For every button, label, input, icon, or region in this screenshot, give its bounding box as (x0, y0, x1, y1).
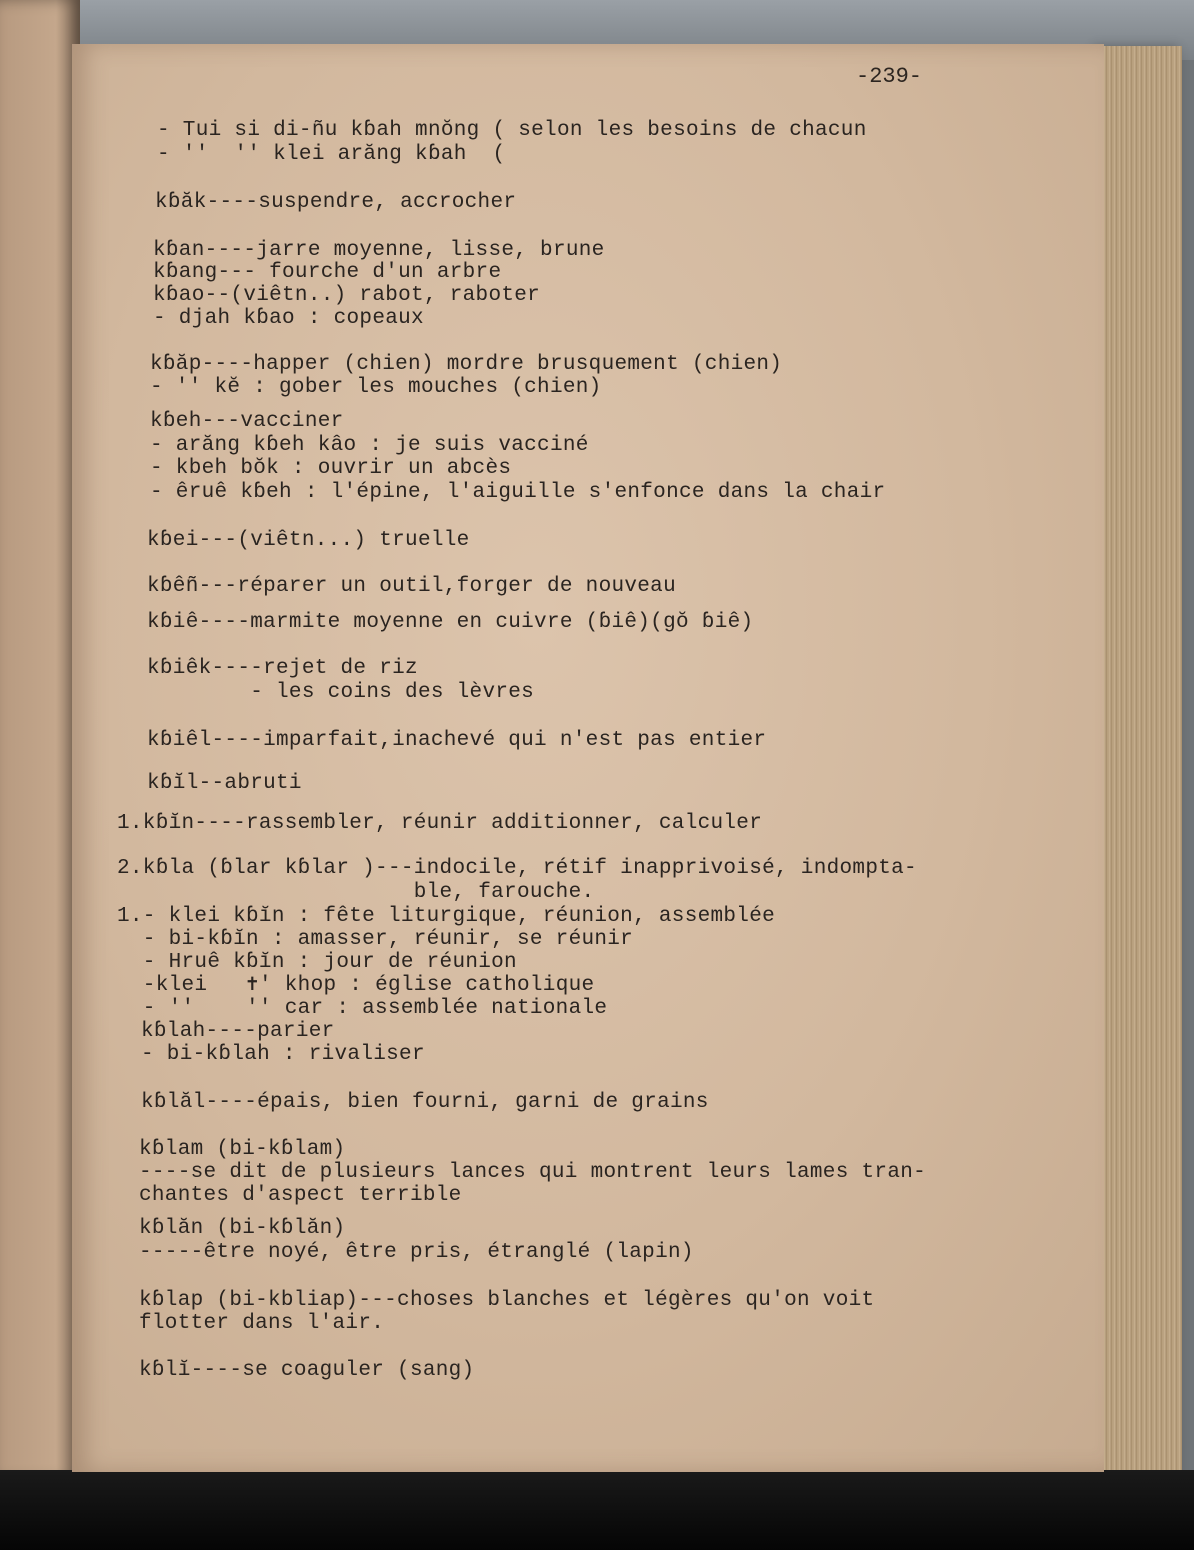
entry-line: kɓĭl--abruti (147, 772, 302, 795)
entry-line: -klei ✝' khop : église catholique (117, 974, 595, 997)
left-page-edge (0, 0, 80, 1480)
entry-line: kɓlĭ----se coaguler (sang) (139, 1359, 475, 1382)
entry-line: 2.kɓla (ɓlar kɓlar )---indocile, rétif inapprivoisé, indompta- (117, 857, 917, 880)
entry-line: ble, farouche. (117, 881, 595, 904)
entry-line: - bi-kɓlah : rivaliser (141, 1043, 425, 1066)
entry-line: 1.- klei kɓĭn : fête liturgique, réunion, assemblée (117, 905, 776, 928)
entry-line: kɓăk----suspendre, accrocher (155, 191, 517, 214)
entry-line: - arăng kɓeh kâo : je suis vacciné (150, 434, 589, 457)
entry-line: - Hruê kɓĭn : jour de réunion (117, 951, 517, 974)
entry-line: kɓiê----marmite moyenne en cuivre (ɓiê)(gŏ ɓiê) (147, 611, 754, 634)
entry-line: - les coins des lèvres (147, 681, 535, 704)
entry-line: - '' kĕ : gober les mouches (chien) (150, 376, 602, 399)
entry-line: - kbeh bŏk : ouvrir un abcès (150, 457, 512, 480)
entry-line: kɓêñ---réparer un outil,forger de nouveau (147, 575, 676, 598)
entry-line: kɓiêk----rejet de riz (147, 657, 418, 680)
entry-line: kɓan----jarre moyenne, lisse, brune (153, 239, 605, 262)
entry-line: - bi-kɓĭn : amasser, réunir, se réunir (117, 928, 634, 951)
entry-line: kɓao--(viêtn..) rabot, raboter (153, 284, 541, 307)
entry-line: kɓlah----parier (141, 1020, 335, 1043)
entry-line: kɓlap (bi-kbliap)---choses blanches et légères qu'on voit (139, 1289, 875, 1312)
entry-line: - djah kɓao : copeaux (153, 307, 424, 330)
page-number: -239- (856, 64, 923, 89)
entry-line: - êruê kɓeh : l'épine, l'aiguille s'enfonce dans la chair (150, 481, 886, 504)
entry-line: kɓlăl----épais, bien fourni, garni de grains (141, 1091, 709, 1114)
entry-line: - '' '' klei arăng kɓah ( (157, 143, 506, 166)
entry-line: chantes d'aspect terrible (139, 1184, 462, 1207)
entry-line: kɓlăn (bi-kɓlăn) (139, 1217, 346, 1240)
entry-line: flotter dans l'air. (139, 1312, 385, 1335)
entry-line: kɓlam (bi-kɓlam) (139, 1138, 346, 1161)
backdrop-bottom (0, 1470, 1194, 1550)
entry-line: 1.kɓĭn----rassembler, réunir additionner, calculer (117, 812, 763, 835)
entry-line: kɓang--- fourche d'un arbre (153, 261, 502, 284)
entry-line: -----être noyé, être pris, étranglé (lapin) (139, 1241, 694, 1264)
entry-line: - Tui si di-ñu kɓah mnŏng ( selon les besoins de chacun (157, 119, 867, 142)
entry-line: ----se dit de plusieurs lances qui montrent leurs lames tran- (139, 1161, 927, 1184)
entry-line: kɓiêl----imparfait,inachevé qui n'est pas entier (147, 729, 767, 752)
entry-line: - '' '' car : assemblée nationale (117, 997, 608, 1020)
page-stack-edges (1098, 46, 1182, 1476)
entry-line: kɓeh---vacciner (150, 410, 344, 433)
entry-line: kɓăp----happer (chien) mordre brusquement (chien) (150, 353, 783, 376)
entry-line: kɓei---(viêtn...) truelle (147, 529, 470, 552)
